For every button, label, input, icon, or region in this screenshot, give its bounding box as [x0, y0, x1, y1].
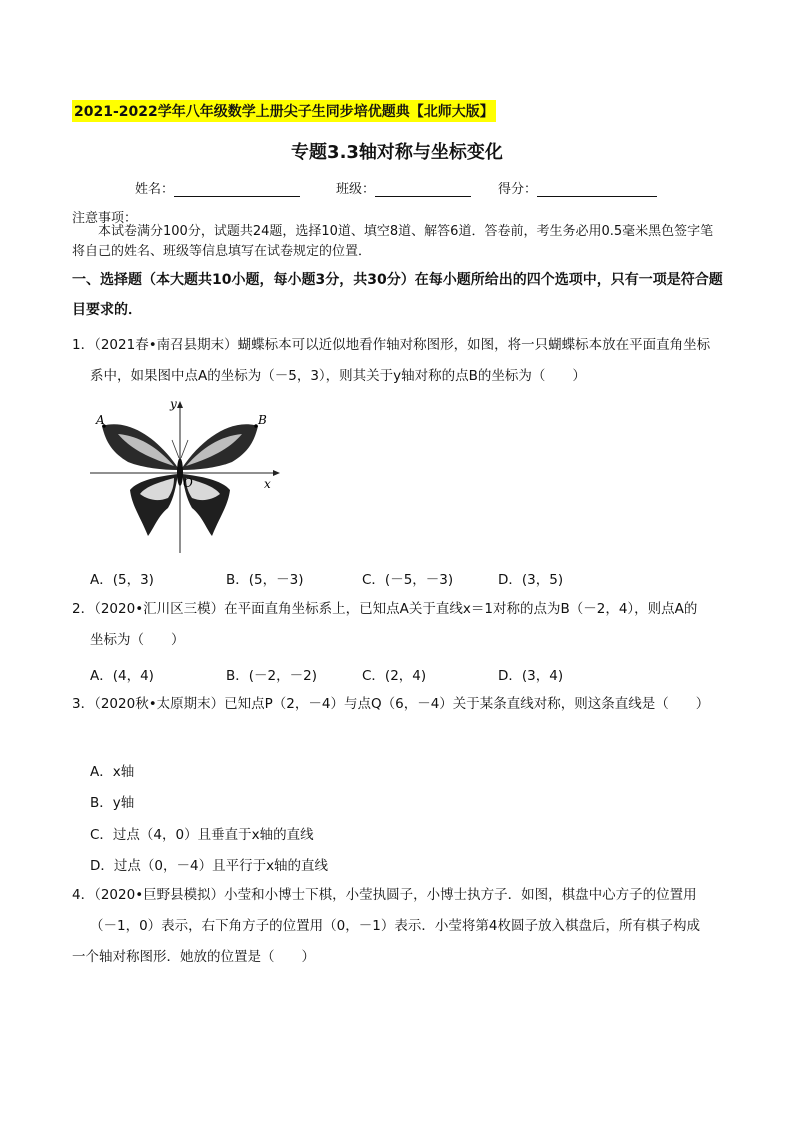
q4-line1: 4．（2020•巨野县模拟）小莹和小博士下棋，小莹执圆子，小博士执方子．如图，棋盘中心方子的位置用	[72, 887, 697, 903]
q3-option-a[interactable]: A．x轴	[90, 764, 135, 780]
question-2	[72, 594, 724, 656]
y-arrow-icon	[177, 401, 183, 408]
question-3	[72, 689, 724, 720]
q2-options	[90, 664, 634, 684]
name-label: 姓名：	[135, 182, 175, 197]
section-heading: 一、选择题（本大题共10小题，每小题3分，共30分）在每小题所给出的四个选项中，只有一项是符合题目要求的．	[72, 272, 723, 318]
label-o: O	[183, 476, 193, 490]
left-antenna	[172, 440, 179, 458]
q3-option-b[interactable]: B．y轴	[90, 795, 135, 811]
butterfly-svg	[88, 398, 288, 558]
question-1	[72, 330, 724, 392]
q2-line2: 坐标为（ ）	[90, 632, 185, 648]
score-field[interactable]	[498, 178, 657, 197]
q4-line2: （－1，0）表示，右下角方子的位置用（0，－1）表示．小莹将第4枚圆子放入棋盘后，所有棋子构成	[90, 918, 700, 934]
q1-options	[90, 568, 634, 588]
name-field[interactable]	[135, 178, 300, 197]
q1-option-b[interactable]: B．(5，－3)	[226, 572, 304, 588]
q3-option-c[interactable]: C．过点（4，0）且垂直于x轴的直线	[90, 827, 314, 843]
q3-option-d[interactable]: D．过点（0，－4）且平行于x轴的直线	[90, 858, 329, 874]
series-banner: 2021-2022学年八年级数学上册尖子生同步培优题典【北师大版】	[72, 100, 496, 122]
q2-option-a[interactable]: A．(4，4)	[90, 668, 154, 684]
label-y: y	[170, 398, 177, 411]
page-title: 专题3.3轴对称与坐标变化	[291, 142, 503, 163]
q1-option-a[interactable]: A．(5，3)	[90, 572, 154, 588]
q1-option-d[interactable]: D．(3，5)	[498, 572, 564, 588]
q1-option-c[interactable]: C．(－5，－3)	[362, 572, 454, 588]
butterfly-figure	[88, 398, 288, 558]
q2-line1: 2．（2020•汇川区三模）在平面直角坐标系上，已知点A关于直线x＝1对称的点为B（－2，4），则点A的	[72, 601, 698, 617]
x-arrow-icon	[273, 470, 280, 476]
class-field[interactable]	[336, 178, 471, 197]
notes-heading: 注意事项：	[72, 211, 138, 226]
name-blank[interactable]	[174, 184, 300, 197]
q1-line2: 系中，如果图中点A的坐标为（－5，3），则其关于y轴对称的点B的坐标为（ ）	[90, 368, 586, 384]
score-label: 得分：	[498, 182, 538, 197]
q2-option-c[interactable]: C．(2，4)	[362, 668, 427, 684]
q2-option-b[interactable]: B．(－2，－2)	[226, 668, 317, 684]
q4-line3: 一个轴对称图形．她放的位置是（ ）	[72, 949, 315, 965]
label-a: A	[96, 413, 105, 427]
q3-line1: 3．（2020秋•太原期末）已知点P（2，－4）与点Q（6，－4）关于某条直线对称，则这条直线是（ ）	[72, 696, 710, 712]
right-antenna	[181, 440, 188, 458]
q2-option-d[interactable]: D．(3，4)	[498, 668, 564, 684]
class-blank[interactable]	[375, 184, 471, 197]
score-blank[interactable]	[537, 184, 657, 197]
q1-line1: 1．（2021春•南召县期末）蝴蝶标本可以近似地看作轴对称图形，如图，将一只蝴蝶标本放在平面直角坐标	[72, 337, 711, 353]
label-b: B	[258, 413, 267, 427]
class-label: 班级：	[336, 182, 376, 197]
question-4	[72, 880, 724, 973]
notes-text: 本试卷满分100分，试题共24题，选择10道、填空8道、解答6道．答卷前，考生务必用0.5毫米黑色签字笔将自己的姓名、班级等信息填写在试卷规定的位置．	[72, 224, 714, 259]
label-x: x	[264, 477, 271, 491]
